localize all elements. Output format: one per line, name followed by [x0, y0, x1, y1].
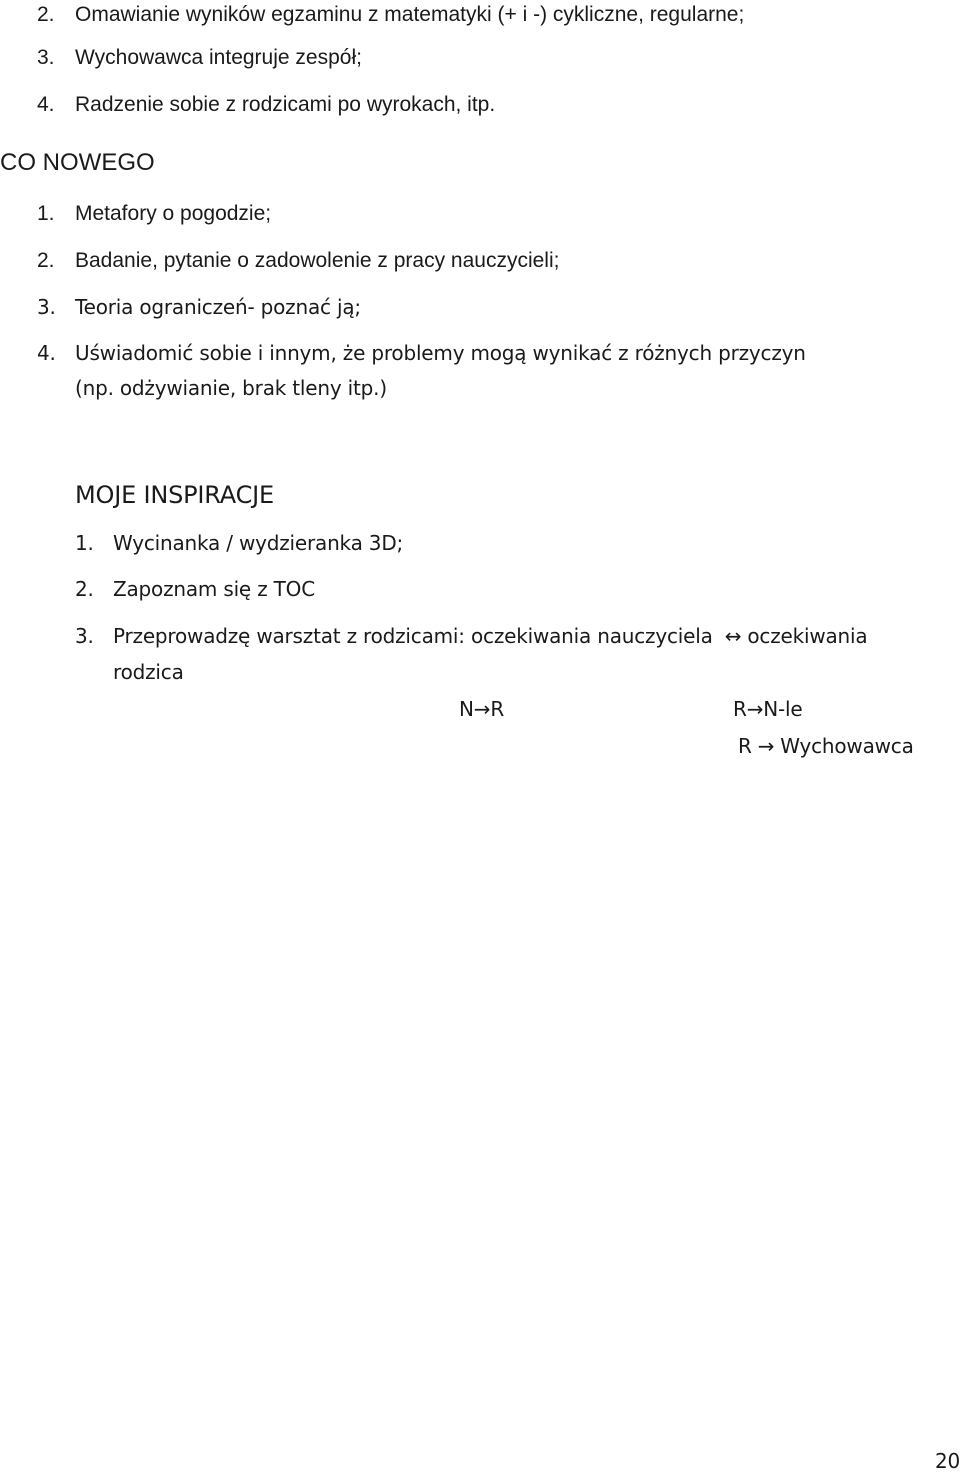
- list-text: Wychowawca integruje zespół;: [75, 46, 362, 69]
- list-number: 3.: [37, 295, 56, 319]
- flow-r-to-nle: [733, 699, 803, 719]
- list-number: 4.: [37, 93, 55, 116]
- list-item: [37, 4, 744, 25]
- right-arrow-icon: →: [473, 697, 491, 721]
- list-text: Teoria ograniczeń- poznać ją;: [75, 295, 361, 319]
- flow-to: R: [490, 697, 505, 721]
- list-text: Uświadomić sobie i innym, że problemy mogą wynikać z różnych przyczyn: [75, 341, 806, 365]
- left-right-arrow-icon: ↔: [724, 624, 742, 648]
- list-number: 4.: [37, 341, 56, 365]
- section-heading-moje-inspiracje: MOJE INSPIRACJE: [75, 481, 274, 509]
- list-text-continuation: (np. odżywianie, brak tleny itp.): [75, 376, 387, 400]
- list-text: Przeprowadzę warsztat z rodzicami: oczekiwania nauczyciela: [113, 624, 713, 648]
- list-number: 2.: [37, 249, 55, 272]
- list-item: [37, 297, 361, 317]
- list-text: Zapoznam się z TOC: [113, 577, 315, 601]
- list-number: 3.: [37, 46, 55, 69]
- list-item: [37, 250, 559, 271]
- flow-from: R: [738, 734, 752, 758]
- list-number: 1.: [37, 202, 55, 225]
- right-arrow-icon: →: [746, 697, 764, 721]
- list-text: Radzenie sobie z rodzicami po wyrokach, itp.: [75, 93, 496, 116]
- list-item: [37, 47, 362, 68]
- right-arrow-icon: →: [757, 734, 775, 758]
- list-text-continuation: rodzica: [113, 660, 184, 684]
- list-number: 2.: [75, 577, 94, 601]
- list-text-after-arrow: oczekiwania: [747, 624, 868, 648]
- list-item: [75, 579, 315, 599]
- list-item: [75, 533, 403, 553]
- section-heading-co-nowego: CO NOWEGO: [0, 149, 155, 176]
- list-item: [75, 626, 867, 646]
- list-item: [37, 203, 271, 224]
- list-item: [37, 94, 495, 115]
- flow-r-to-wychowawca: [738, 736, 914, 756]
- list-text: Omawianie wyników egzaminu z matematyki (+ i -) cykliczne, regularne;: [75, 3, 745, 26]
- list-text: Wycinanka / wydzieranka 3D;: [113, 531, 404, 555]
- flow-from: R: [733, 697, 747, 721]
- list-number: 1.: [75, 531, 94, 555]
- flow-to: Wychowawca: [780, 734, 914, 758]
- flow-n-to-r: [459, 699, 504, 719]
- list-text: Metafory o pogodzie;: [75, 202, 272, 225]
- flow-to: N-le: [763, 697, 803, 721]
- list-text: Badanie, pytanie o zadowolenie z pracy nauczycieli;: [75, 249, 560, 272]
- list-number: 3.: [75, 624, 94, 648]
- list-number: 2.: [37, 3, 55, 26]
- flow-from: N: [459, 697, 474, 721]
- page-number: 20: [935, 1449, 960, 1473]
- list-item: [37, 343, 806, 363]
